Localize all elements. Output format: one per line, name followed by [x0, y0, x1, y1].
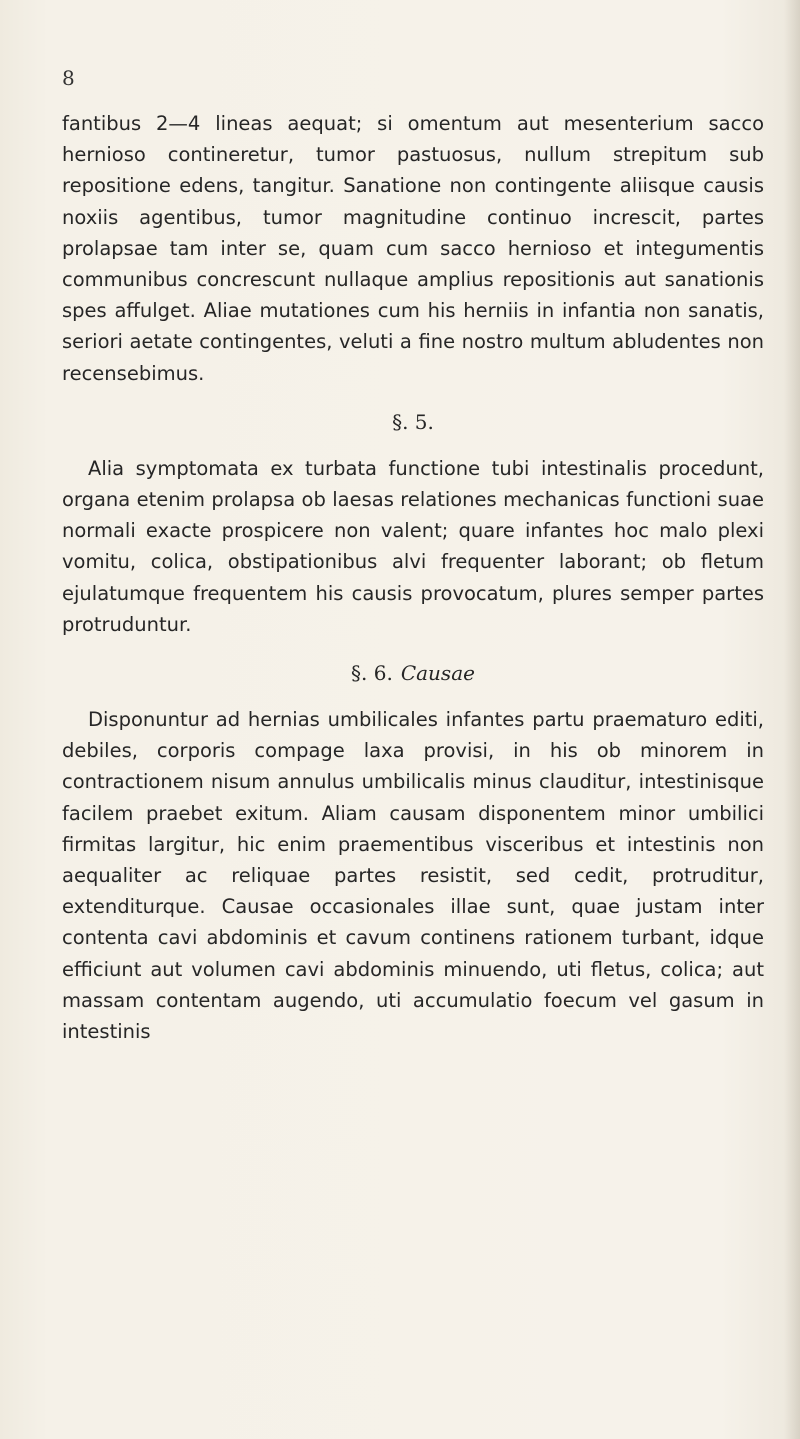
- section-title: Causae: [400, 661, 475, 686]
- paragraph-section-6: Disponuntur ad hernias umbilicales infantes partu praematuro editi, debiles, corporis compage laxa provisi, in his ob minorem in contractionem nisum annulus umbilicalis minus clauditur, intestinisque facilem praebet exitum. Aliam causam disponentem minor umbilici firmitas largitur, hic enim praementibus visceribus et intestinis non aequaliter ac reliquae partes resistit, sed cedit, protruditur, extenditurque. Causae occasionales illae sunt, quae justam inter contenta cavi abdominis et cavum continens rationem turbant, idque efficiunt aut volumen cavi abdominis minuendo, uti fletus, colica; aut massam contentam augendo, uti accumulatio foecum vel gasum in intestinis: [62, 708, 764, 1044]
- section-heading-6: [62, 658, 764, 688]
- section-heading-5: [62, 407, 764, 437]
- page-edge-shadow: [784, 0, 800, 1439]
- page-number: 8: [62, 66, 75, 90]
- paragraph-section-5: Alia symptomata ex turbata functione tubi intestinalis procedunt, organa etenim prolapsa ob laesas relationes mechanicas functioni suae normali exacte prospicere non valent; quare infantes hoc malo plexi vomitu, colica, obstipationibus alvi frequenter laborant; ob fletum ejulatumque frequentem his causis provocatum, plures semper partes protruduntur.: [62, 456, 764, 636]
- paragraph-continued: fantibus 2—4 lineas aequat; si omentum aut mesenterium sacco hernioso contineretur, tumor pastuosus, nullum strepitum sub repositione edens, tangitur. Sanatione non contingente aliisque causis noxiis agentibus, tumor magnitudine continuo increscit, partes prolapsae tam inter se, quam cum sacco hernioso et integumentis communibus concrescunt nullaque amplius repositionis aut sanationis spes affulget. Aliae mutationes cum his herniis in infantia non sanatis, seriori aetate contingentes, veluti a fine nostro multum abludentes non recensebimus.: [62, 112, 764, 385]
- section-number: §. 6.: [351, 661, 393, 686]
- page-body: [62, 108, 764, 1047]
- section-number: §. 5.: [392, 409, 434, 434]
